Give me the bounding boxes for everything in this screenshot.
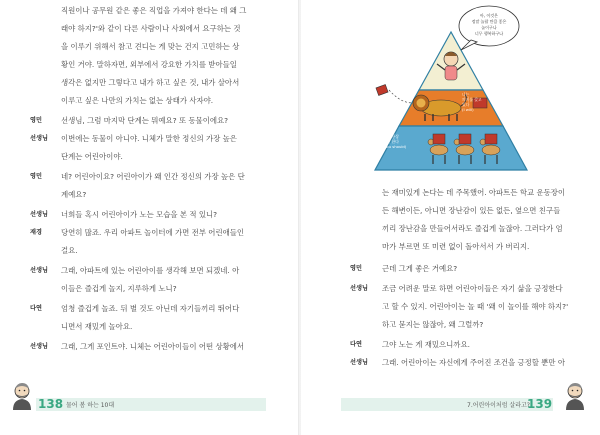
speech-bubble-line: 놀이구나: [481, 25, 497, 30]
body-line: 생각은 없지만 그렇다고 내가 하고 싶은 것, 내가 살아서: [61, 78, 240, 87]
speaker-label: 영민: [350, 265, 362, 272]
body-line: 마가 부르면 또 미련 없이 돌아서서 가 버리지.: [382, 242, 530, 251]
speaker-label: 선생님: [30, 211, 48, 218]
speaker-label: 영민: [30, 173, 42, 180]
speech-bubble-line: 아, 이것은: [480, 13, 498, 18]
body-line: 는 재미있게 논다는 데 주목했어. 아파트든 학교 운동장이: [382, 188, 566, 197]
dialogue-line: 하고 묻지는 않잖아, 왜 그럴까?: [382, 320, 484, 329]
dialogue-line: 고 할 수 있지. 어린아이는 놀 때 '왜 이 놀이를 해야 하지?': [382, 302, 569, 311]
bottom-sign-line: 너는 항상: [383, 134, 399, 139]
body-line: 황인 거야. 말하자면, 외부에서 강요한 가치를 받아들일: [61, 60, 237, 69]
speech-bubble-line: 너무 행복하구나: [474, 31, 504, 36]
speaker-label: 선생님: [350, 285, 368, 292]
speaker-label: 선생님: [350, 359, 368, 366]
footer-title: 7.어린아이처럼 살라고?: [467, 402, 530, 409]
dialogue-line: 너희들 혹시 어린아이가 노는 모습을 본 적 있니?: [61, 210, 218, 219]
dialogue-line: 그야 노는 게 재밌으니까요.: [382, 340, 470, 349]
dialogue-line: 그래, 그게 포인트야. 니체는 어린아이들이 어떤 상황에서: [61, 342, 245, 351]
speech-bubble: [459, 6, 519, 50]
bottom-sign-line: (You should): [383, 144, 407, 149]
dialogue-line: 선생님, 그럼 마지막 단계는 뭐예요? 또 동물이에요?: [61, 116, 229, 125]
nietzsche-portrait-icon: [10, 380, 34, 410]
left-page: [0, 0, 299, 435]
dialogue-line: 계예요?: [61, 190, 87, 199]
dialogue-line: 니면서 재밌게 놀아요.: [61, 322, 133, 331]
body-line: 끼리 장난감을 만들어서라도 즐겁게 놀잖아. 그러다가 엄: [382, 224, 563, 233]
dialogue-line: 걸요.: [61, 246, 78, 255]
middle-sign-line: 의지를 갖고: [462, 97, 482, 102]
page-number: 139: [527, 397, 553, 411]
right-page: [301, 0, 600, 435]
speaker-label: 다연: [30, 305, 42, 312]
dialogue-line: 그래. 어린아이는 자신에게 주어진 조건을 긍정할 뿐만 아: [382, 358, 566, 367]
body-line: 래야 하지?'와 같이 다른 사람이나 사회에서 요구하는 것: [61, 24, 241, 33]
speech-bubble-line: 정말 놀랄 만큼 좋은: [471, 19, 507, 24]
speaker-label: 선생님: [30, 267, 48, 274]
dialogue-line: 엄청 즐겁게 놀죠. 뒤 별 것도 아닌데 자기들끼리 뛰어다: [61, 304, 240, 313]
nietzsche-portrait-icon: [563, 380, 587, 410]
speaker-label: 영민: [30, 117, 42, 124]
body-line: 든 해변이든, 아니면 장난감이 있든 없든, 옆으면 친구들: [382, 206, 561, 215]
dialogue-line: 근데 그게 좋은 거예요?: [382, 264, 458, 273]
speaker-label: 선생님: [30, 343, 48, 350]
dialogue-line: 이번에는 동물이 아니야. 니체가 말한 정신의 가장 높은: [61, 134, 237, 143]
block-icon: [376, 85, 388, 96]
dialogue-line: 그래, 아파트에 있는 어린아이를 생각해 보면 되겠네. 아: [61, 266, 240, 275]
pyramid-illustration: [361, 4, 543, 182]
dialogue-line: 네? 어린아이요? 어린아이가 왜 인간 정신의 가장 높은 단: [61, 172, 245, 181]
bottom-sign-line: 해야 한다: [383, 139, 399, 144]
body-line: 직원이나 공무원 같은 좋은 직업을 가져야 한다는 데 왜 그: [61, 6, 247, 15]
middle-sign-line: (I will): [462, 107, 474, 112]
middle-sign-line: 나는: [462, 92, 470, 97]
speaker-label: 재경: [30, 229, 42, 236]
speaker-label: 선생님: [30, 135, 48, 142]
dialogue-line: 이들은 즐겁게 놀지, 지루하게 노니?: [61, 284, 177, 293]
footer-title: 물어 봄 하는 10대: [66, 402, 115, 409]
middle-sign-line: 있다: [462, 102, 470, 107]
speaker-label: 다연: [350, 341, 362, 348]
page-number: 138: [38, 397, 64, 411]
body-line: 을 이루기 위해서 참고 견디는 게 맞는 건지 고민하는 상: [61, 42, 240, 51]
dialogue-line: 당연히 많죠. 우리 아파트 놀이터에 가면 전부 어린애들인: [61, 228, 245, 237]
body-line: 이루고 싶은 나만의 가치는 없는 상태가 사자야.: [61, 96, 214, 105]
dialogue-line: 조금 어려운 말로 하면 어린아이들은 자기 삶을 긍정한다: [382, 284, 563, 293]
dialogue-line: 단계는 어린아이야.: [61, 152, 123, 161]
